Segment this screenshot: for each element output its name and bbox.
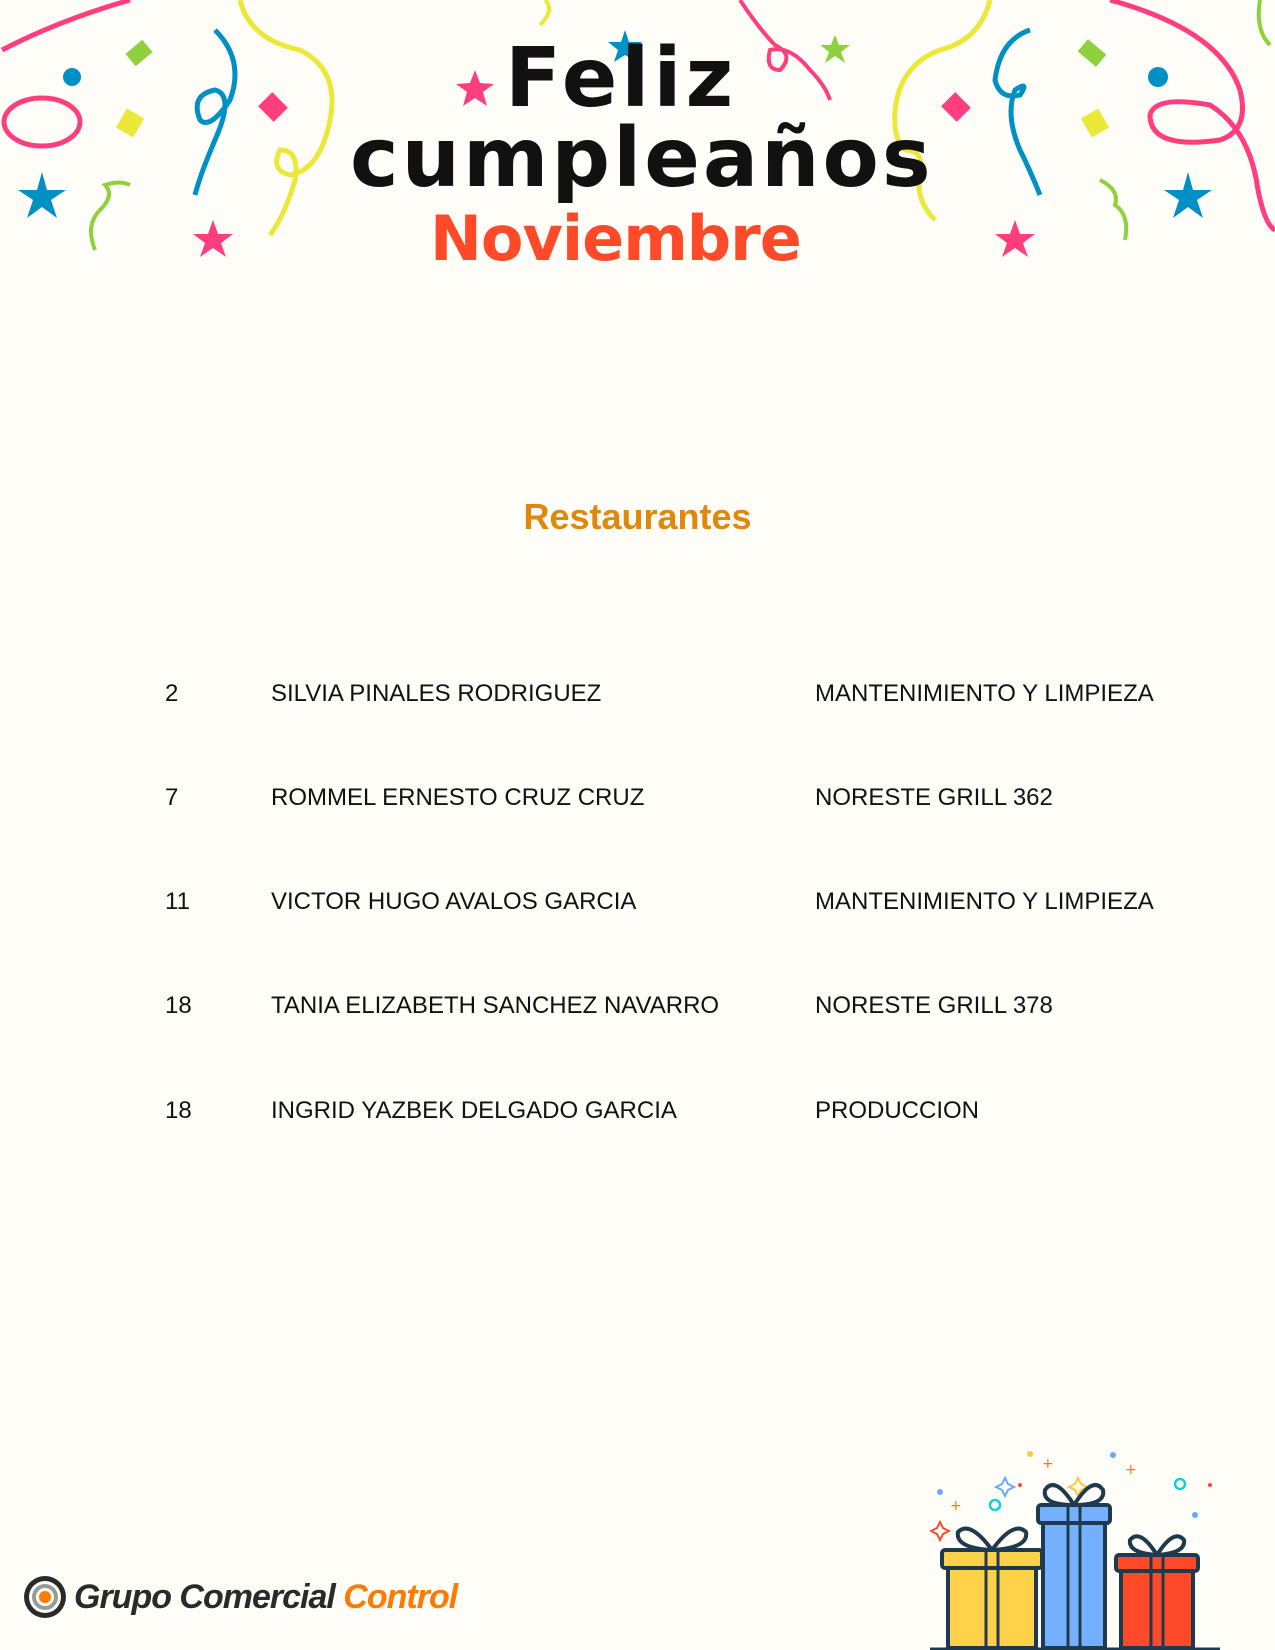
company-logo	[22, 1572, 457, 1622]
employee-department: MANTENIMIENTO Y LIMPIEZA	[815, 680, 1154, 707]
list-item	[0, 784, 1275, 814]
birthday-day: 18	[165, 992, 192, 1019]
birthday-day: 2	[165, 680, 179, 707]
logo-text-accent: Control	[343, 1577, 458, 1616]
svg-text:+: +	[1125, 1462, 1137, 1478]
employee-name: ROMMEL ERNESTO CRUZ CRUZ	[271, 784, 645, 811]
employee-name: VICTOR HUGO AVALOS GARCIA	[271, 888, 637, 915]
month-title: Noviembre	[430, 202, 801, 275]
employee-name: INGRID YAZBEK DELGADO GARCIA	[271, 1097, 677, 1124]
svg-text:+: +	[950, 1498, 962, 1514]
list-item	[0, 680, 1275, 710]
birthday-header	[0, 0, 1275, 280]
gift-boxes-illustration	[930, 1450, 1275, 1650]
employee-department: PRODUCCION	[815, 1097, 980, 1124]
birthday-day: 7	[165, 784, 179, 811]
logo-text-dark: Grupo Comercial	[74, 1577, 335, 1616]
birthday-day: 11	[165, 888, 190, 915]
target-logo-icon	[22, 1574, 68, 1620]
title-feliz: Feliz	[505, 31, 738, 126]
title-cumpleanos: cumpleaños	[350, 111, 934, 206]
employee-name: SILVIA PINALES RODRIGUEZ	[271, 680, 602, 707]
list-item	[0, 992, 1275, 1022]
employee-department: MANTENIMIENTO Y LIMPIEZA	[815, 888, 1154, 915]
birthday-day: 18	[165, 1097, 192, 1124]
employee-department: NORESTE GRILL 362	[815, 784, 1053, 811]
svg-text:+: +	[1042, 1456, 1054, 1472]
list-item	[0, 888, 1275, 918]
section-title: Restaurantes	[523, 496, 752, 537]
employee-department: NORESTE GRILL 378	[815, 992, 1053, 1019]
list-item	[0, 1097, 1275, 1127]
employee-name: TANIA ELIZABETH SANCHEZ NAVARRO	[271, 992, 720, 1019]
